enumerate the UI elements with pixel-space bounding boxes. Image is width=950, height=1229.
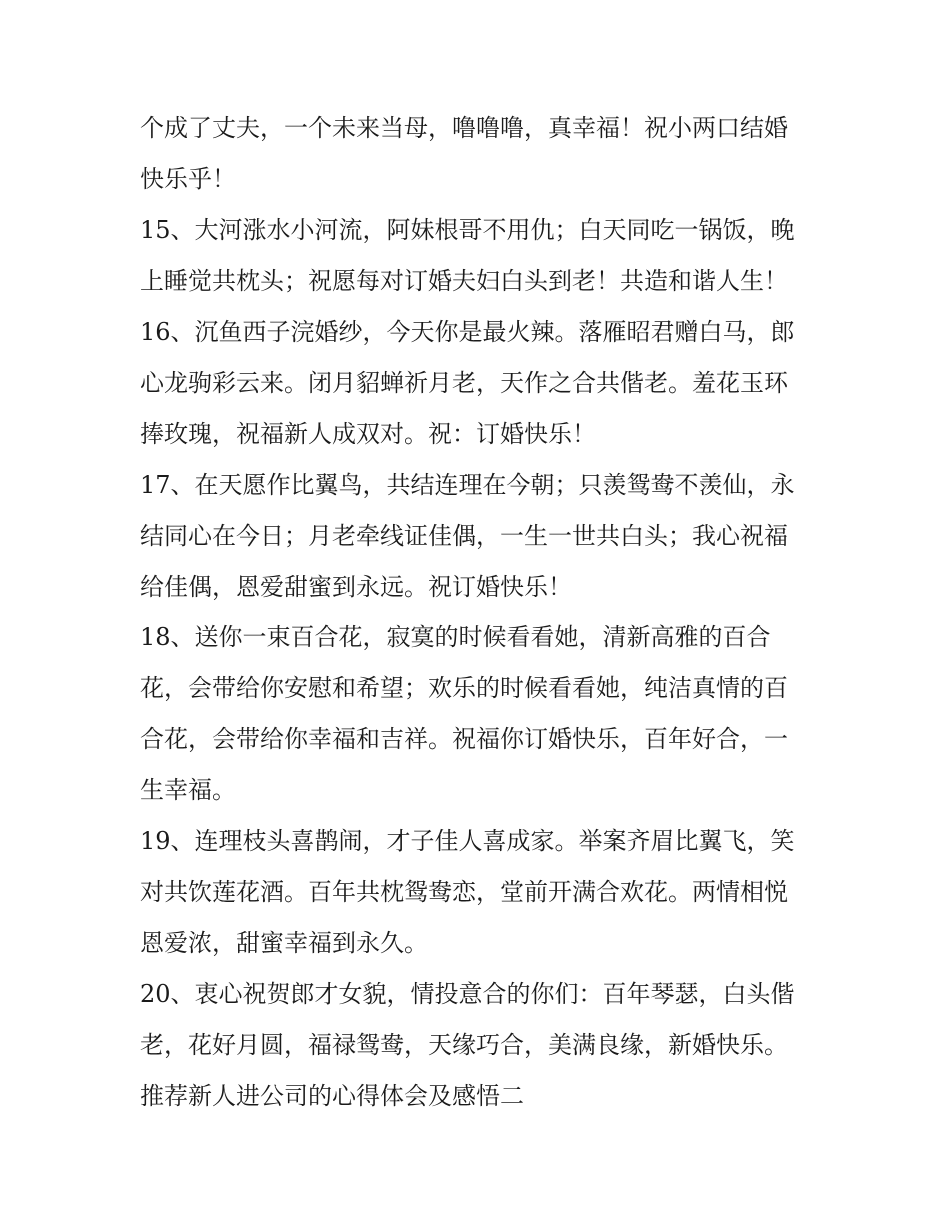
text-line: 恩爱浓，甜蜜幸福到永久。 (140, 929, 428, 957)
text-line: 18、送你一束百合花，寂寞的时候看看她，清新高雅的百合 (140, 623, 771, 651)
text-line: 给佳偶，恩爱甜蜜到永远。祝订婚快乐！ (140, 573, 572, 601)
text-line: 捧玫瑰，祝福新人成双对。祝：订婚快乐！ (140, 420, 596, 448)
text-line: 个成了丈夫，一个未来当母，噜噜噜，真幸福！祝小两口结婚 (140, 114, 788, 142)
text-line: 结同心在今日；月老牵线证佳偶，一生一世共白头；我心祝福 (140, 522, 788, 550)
text-line: 20、衷心祝贺郎才女貌，情投意合的你们：百年琴瑟，白头偕 (140, 980, 795, 1008)
text-line: 17、在天愿作比翼鸟，共结连理在今朝；只羡鸳鸯不羡仙，永 (140, 471, 795, 499)
text-line: 生幸福。 (140, 776, 236, 804)
text-line: 心龙驹彩云来。闭月貂蝉祈月老，天作之合共偕老。羞花玉环 (140, 369, 788, 397)
text-line: 对共饮莲花酒。百年共枕鸳鸯恋，堂前开满合欢花。两情相悦 (140, 878, 788, 906)
section-heading: 推荐新人进公司的心得体会及感悟二 (140, 1082, 524, 1110)
text-line: 老，花好月圆，福禄鸳鸯，天缘巧合，美满良缘，新婚快乐。 (140, 1031, 788, 1059)
text-line: 上睡觉共枕头；祝愿每对订婚夫妇白头到老！共造和谐人生！ (140, 267, 788, 295)
text-line: 19、连理枝头喜鹊闹，才子佳人喜成家。举案齐眉比翼飞，笑 (140, 827, 795, 855)
text-line: 快乐乎！ (140, 165, 236, 193)
text-line: 花，会带给你安慰和希望；欢乐的时候看看她，纯洁真情的百 (140, 674, 788, 702)
text-line: 16、沉鱼西子浣婚纱，今天你是最火辣。落雁昭君赠白马，郎 (140, 318, 795, 346)
text-line: 合花，会带给你幸福和吉祥。祝福你订婚快乐，百年好合，一 (140, 725, 788, 753)
text-line: 15、大河涨水小河流，阿妹根哥不用仇；白天同吃一锅饭，晚 (140, 216, 795, 244)
